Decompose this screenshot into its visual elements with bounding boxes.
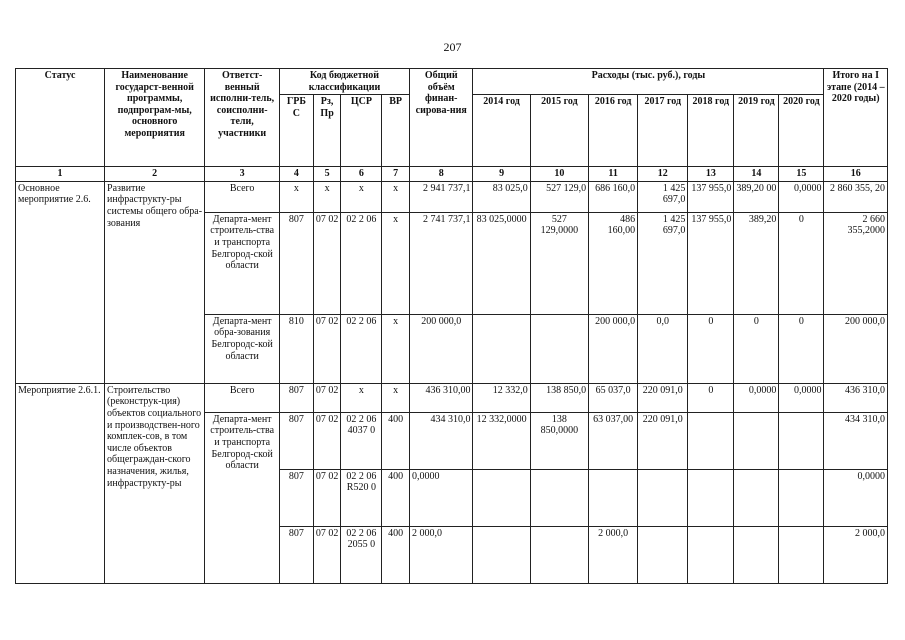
row-2019: 389,20 xyxy=(734,212,779,314)
header-row-1 xyxy=(16,69,888,95)
row-total: 200 000,0 xyxy=(410,314,473,383)
header-year-2017: 2017 год xyxy=(638,95,688,167)
row-total: 2 000,0 xyxy=(410,526,473,583)
row-rzpr: 07 02 xyxy=(313,383,341,412)
row-2015 xyxy=(530,314,588,383)
row-status: Основное мероприятие 2.6. xyxy=(16,181,105,383)
header-year-2018: 2018 год xyxy=(688,95,734,167)
row-2020: 0 xyxy=(779,314,824,383)
row-grbs: 807 xyxy=(280,526,314,583)
row-rzpr: 07 02 xyxy=(313,314,341,383)
column-number: 1 xyxy=(16,167,105,182)
row-responsible: Департа-мент обра-зования Белгородс-кой области xyxy=(205,314,280,383)
column-number: 3 xyxy=(205,167,280,182)
row-2020 xyxy=(779,469,824,526)
row-grbs: 807 xyxy=(280,212,314,314)
row-csr: х xyxy=(341,181,382,212)
row-2016: 486 160,00 xyxy=(589,212,638,314)
row-2016: 2 000,0 xyxy=(589,526,638,583)
row-2017 xyxy=(638,526,688,583)
row-2019 xyxy=(734,526,779,583)
header-year-2020: 2020 год xyxy=(779,95,824,167)
row-stage-total: 2 660 355,2000 xyxy=(824,212,888,314)
row-2018: 137 955,0 xyxy=(688,212,734,314)
row-name: Развитие инфраструкту-ры системы общего обра-зования xyxy=(105,181,205,383)
row-csr: 02 2 06 R520 0 xyxy=(341,469,382,526)
row-stage-total: 436 310,0 xyxy=(824,383,888,412)
header-vr: ВР xyxy=(382,95,410,167)
row-csr: 02 2 06 xyxy=(341,314,382,383)
row-grbs: х xyxy=(280,181,314,212)
header-name: Наименование государст-венной программы, подпрограм-мы, основного мероприятия xyxy=(105,69,205,167)
row-stage-total: 2 860 355, 20 xyxy=(824,181,888,212)
row-vr: х xyxy=(382,314,410,383)
row-grbs: 807 xyxy=(280,469,314,526)
row-2014 xyxy=(473,526,530,583)
header-total-volume: Общий объём финан-сирова-ния xyxy=(410,69,473,167)
row-rzpr: 07 02 xyxy=(313,469,341,526)
row-2019: 0 xyxy=(734,314,779,383)
row-rzpr: 07 02 xyxy=(313,412,341,469)
row-total: 0,0000 xyxy=(410,469,473,526)
header-year-2015: 2015 год xyxy=(530,95,588,167)
row-2019 xyxy=(734,469,779,526)
row-stage-total: 200 000,0 xyxy=(824,314,888,383)
header-grbs: ГРБ С xyxy=(280,95,314,167)
row-2019 xyxy=(734,412,779,469)
row-2015 xyxy=(530,526,588,583)
row-total: 436 310,00 xyxy=(410,383,473,412)
row-vr: х xyxy=(382,212,410,314)
row-vr: 400 xyxy=(382,526,410,583)
row-2019: 0,0000 xyxy=(734,383,779,412)
row-total: 2 941 737,1 xyxy=(410,181,473,212)
row-2016: 686 160,0 xyxy=(589,181,638,212)
header-rzpr: Рз, Пр xyxy=(313,95,341,167)
row-2017: 220 091,0 xyxy=(638,383,688,412)
table-row xyxy=(16,383,888,412)
header-year-2016: 2016 год xyxy=(589,95,638,167)
row-csr: 02 2 06 4037 0 xyxy=(341,412,382,469)
row-2014: 12 332,0000 xyxy=(473,412,530,469)
row-responsible: Департа-мент строитель-ства и транспорта Белгород-ской области xyxy=(205,212,280,314)
column-number: 10 xyxy=(530,167,588,182)
header-responsible: Ответст-венный исполни-тель, соисполни-тели, участники xyxy=(205,69,280,167)
row-vr: х xyxy=(382,181,410,212)
row-2015: 527 129,0 xyxy=(530,181,588,212)
row-2020 xyxy=(779,412,824,469)
row-total: 434 310,0 xyxy=(410,412,473,469)
row-2014: 83 025,0 xyxy=(473,181,530,212)
row-grbs: 807 xyxy=(280,383,314,412)
row-2016: 63 037,00 xyxy=(589,412,638,469)
row-2018 xyxy=(688,412,734,469)
row-responsible: Всего xyxy=(205,181,280,212)
column-number: 14 xyxy=(734,167,779,182)
column-number: 12 xyxy=(638,167,688,182)
column-number: 11 xyxy=(589,167,638,182)
row-2018 xyxy=(688,526,734,583)
row-grbs: 810 xyxy=(280,314,314,383)
row-2017: 220 091,0 xyxy=(638,412,688,469)
table-row xyxy=(16,181,888,212)
row-2020 xyxy=(779,526,824,583)
row-2017 xyxy=(638,469,688,526)
row-2015: 138 850,0 xyxy=(530,383,588,412)
row-2020: 0,0000 xyxy=(779,383,824,412)
column-number: 2 xyxy=(105,167,205,182)
column-number: 15 xyxy=(779,167,824,182)
header-csr: ЦСР xyxy=(341,95,382,167)
row-vr: х xyxy=(382,383,410,412)
row-2015: 138 850,0000 xyxy=(530,412,588,469)
column-number: 6 xyxy=(341,167,382,182)
header-status: Статус xyxy=(16,69,105,167)
row-2018 xyxy=(688,469,734,526)
row-total: 2 741 737,1 xyxy=(410,212,473,314)
row-2014: 83 025,0000 xyxy=(473,212,530,314)
row-2020: 0 xyxy=(779,212,824,314)
row-2018: 0 xyxy=(688,383,734,412)
row-stage-total: 0,0000 xyxy=(824,469,888,526)
column-number-row xyxy=(16,167,888,182)
row-2020: 0,0000 xyxy=(779,181,824,212)
row-stage-total: 2 000,0 xyxy=(824,526,888,583)
page-number: 207 xyxy=(443,40,462,54)
row-rzpr: х xyxy=(313,181,341,212)
column-number: 13 xyxy=(688,167,734,182)
header-expenses: Расходы (тыс. руб.), годы xyxy=(473,69,824,95)
column-number: 7 xyxy=(382,167,410,182)
header-budget-code: Код бюджетной классификации xyxy=(280,69,410,95)
row-status: Мероприятие 2.6.1. xyxy=(16,383,105,583)
row-2015: 527 129,0000 xyxy=(530,212,588,314)
budget-table xyxy=(15,68,888,584)
row-2018: 137 955,0 xyxy=(688,181,734,212)
row-2017: 0,0 xyxy=(638,314,688,383)
row-csr: 02 2 06 xyxy=(341,212,382,314)
row-rzpr: 07 02 xyxy=(313,212,341,314)
row-2014 xyxy=(473,469,530,526)
column-number: 16 xyxy=(824,167,888,182)
row-rzpr: 07 02 xyxy=(313,526,341,583)
row-name: Строительство (реконструк-ция) объектов социального и производствен-ного комплек-сов, в том числе объектов общеграждан-ского назначения, жилья, инфраструкту-ры xyxy=(105,383,205,583)
row-2014 xyxy=(473,314,530,383)
row-2019: 389,20 00 xyxy=(734,181,779,212)
row-2017: 1 425 697,0 xyxy=(638,181,688,212)
row-csr: х xyxy=(341,383,382,412)
header-year-2014: 2014 год xyxy=(473,95,530,167)
header-stage-total: Итого на I этапе (2014 – 2020 годы) xyxy=(824,69,888,167)
column-number: 8 xyxy=(410,167,473,182)
row-2015 xyxy=(530,469,588,526)
column-number: 9 xyxy=(473,167,530,182)
row-responsible: Всего xyxy=(205,383,280,412)
row-2016 xyxy=(589,469,638,526)
row-grbs: 807 xyxy=(280,412,314,469)
row-2014: 12 332,0 xyxy=(473,383,530,412)
row-2016: 200 000,0 xyxy=(589,314,638,383)
row-2016: 65 037,0 xyxy=(589,383,638,412)
row-2017: 1 425 697,0 xyxy=(638,212,688,314)
header-year-2019: 2019 год xyxy=(734,95,779,167)
row-vr: 400 xyxy=(382,412,410,469)
row-responsible: Департа-мент строитель-ства и транспорта Белгород-ской области xyxy=(205,412,280,583)
row-stage-total: 434 310,0 xyxy=(824,412,888,469)
column-number: 5 xyxy=(313,167,341,182)
row-2018: 0 xyxy=(688,314,734,383)
column-number: 4 xyxy=(280,167,314,182)
row-vr: 400 xyxy=(382,469,410,526)
row-csr: 02 2 06 2055 0 xyxy=(341,526,382,583)
